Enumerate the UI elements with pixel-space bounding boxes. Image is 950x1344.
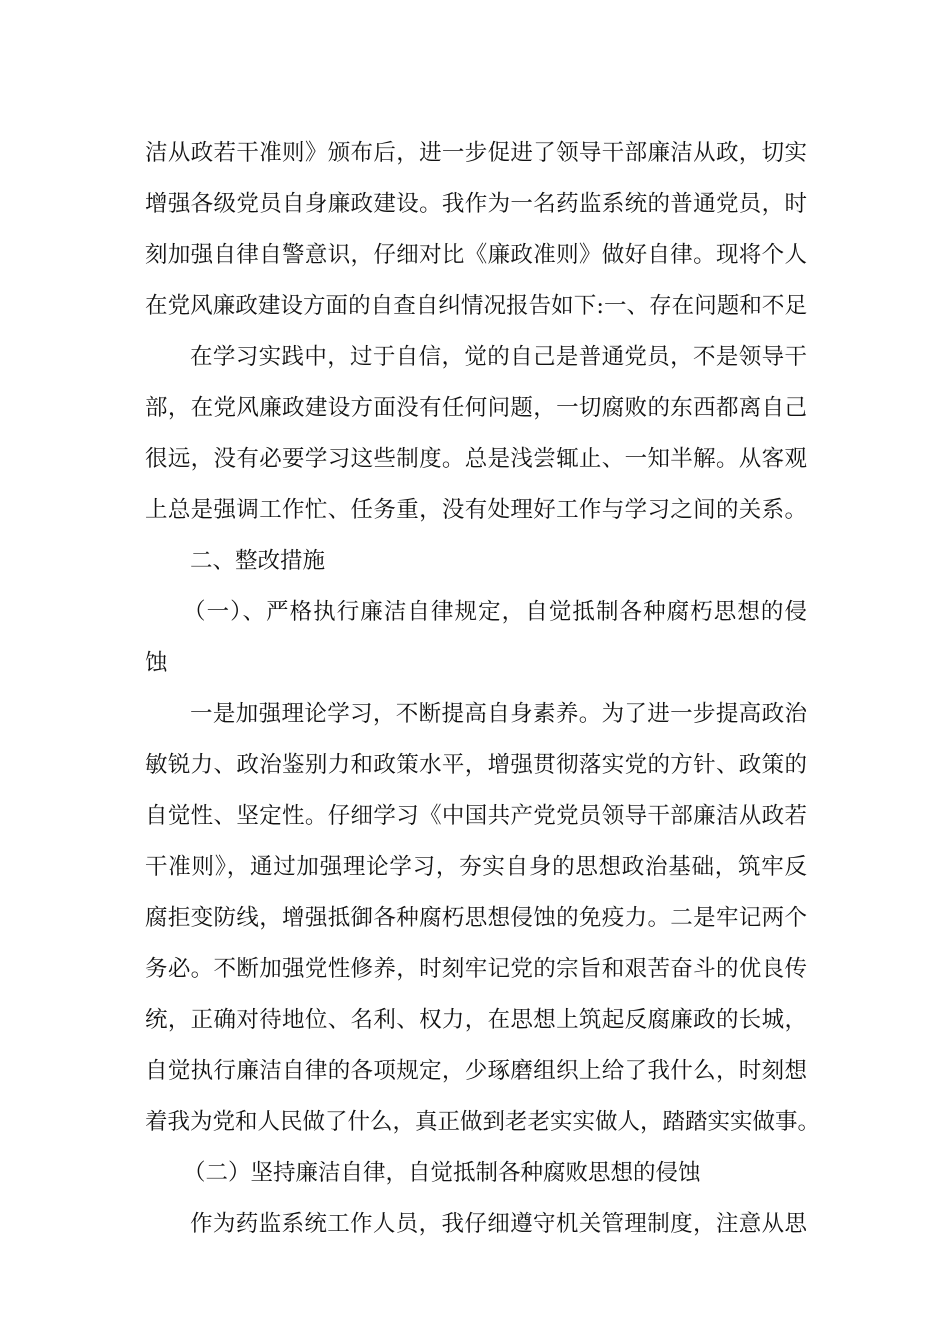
text-line: 敏锐力、政治鉴别力和政策水平，增强贯彻落实党的方针、政策的 (145, 752, 807, 778)
text-line: 刻加强自律自警意识，仔细对比《廉政准则》做好自律。现将个人 (145, 242, 807, 268)
text-line: 腐拒变防线，增强抵御各种腐朽思想侵蚀的免疫力。二是牢记两个 (145, 905, 807, 931)
text-line: 增强各级党员自身廉政建设。我作为一名药监系统的普通党员，时 (145, 191, 807, 217)
document-body (145, 128, 821, 1250)
text-line: 务必。不断加强党性修养，时刻牢记党的宗旨和艰苦奋斗的优良传 (145, 956, 807, 982)
text-line: 上总是强调工作忙、任务重，没有处理好工作与学习之间的关系。 (145, 497, 807, 523)
text-line: 着我为党和人民做了什么，真正做到老老实实做人，踏踏实实做事。 (145, 1109, 821, 1135)
text-line: 在党风廉政建设方面的自查自纠情况报告如下:一、存在问题和不足 (145, 293, 807, 319)
text-line: 蚀 (145, 650, 168, 676)
subsection-heading: （一）、严格执行廉洁自律规定，自觉抵制各种腐朽思想的侵 (183, 599, 807, 625)
text-line: 一是加强理论学习，不断提高自身素养。为了进一步提高政治 (190, 701, 807, 727)
text-line: 很远，没有必要学习这些制度。总是浅尝辄止、一知半解。从客观 (145, 446, 807, 472)
text-line: 干准则》，通过加强理论学习，夯实自身的思想政治基础，筑牢反 (145, 854, 807, 880)
text-line: 自觉性、坚定性。仔细学习《中国共产党党员领导干部廉洁从政若 (145, 803, 807, 829)
text-line: 统，正确对待地位、名利、权力，在思想上筑起反腐廉政的长城， (145, 1007, 807, 1033)
subsection-heading: （二）坚持廉洁自律，自觉抵制各种腐败思想的侵蚀 (183, 1160, 701, 1186)
text-line: 部，在党风廉政建设方面没有任何问题，一切腐败的东西都离自己 (145, 395, 807, 421)
text-line: 自觉执行廉洁自律的各项规定，少琢磨组织上给了我什么，时刻想 (145, 1058, 807, 1084)
text-line: 作为药监系统工作人员，我仔细遵守机关管理制度，注意从思 (190, 1211, 807, 1237)
text-line: 洁从政若干准则》颁布后，进一步促进了领导干部廉洁从政，切实 (145, 140, 807, 166)
section-heading: 二、整改措施 (190, 548, 326, 574)
text-line: 在学习实践中，过于自信，觉的自己是普通党员，不是领导干 (190, 344, 807, 370)
